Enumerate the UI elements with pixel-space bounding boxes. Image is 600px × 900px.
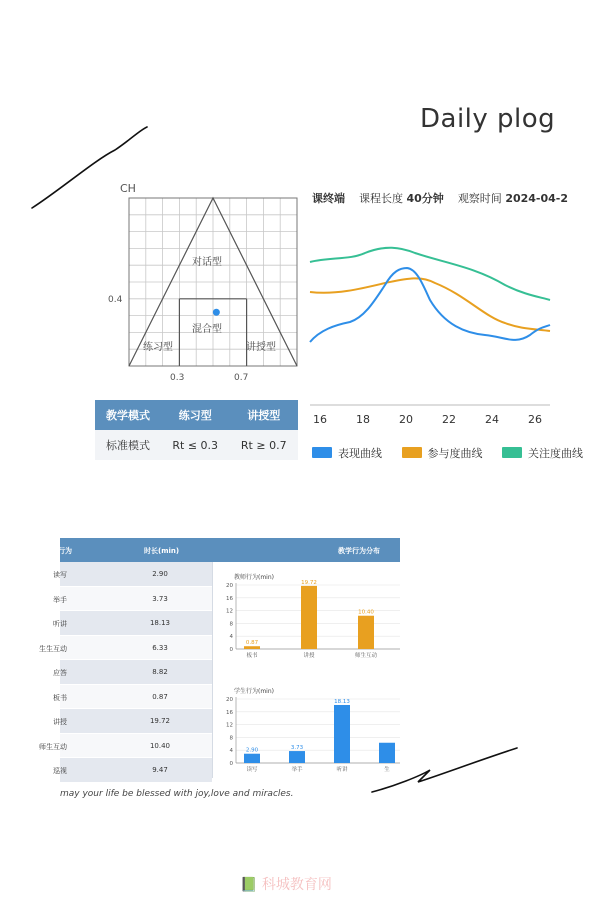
row-behavior-name: 讲授 <box>53 718 67 726</box>
panel-header-behavior: 行为 <box>58 547 72 555</box>
bar <box>301 586 317 649</box>
bar-category-label: 讲授 <box>303 653 315 659</box>
rtch-region-mixed: 混合型 <box>192 324 222 335</box>
table-row <box>53 685 212 710</box>
bar-y-tick: 8 <box>229 621 233 628</box>
rtch-y-tick: 0.4 <box>108 295 123 305</box>
motto-text: may your life be blessed with joy,love and miracles. <box>60 789 294 799</box>
table-row <box>53 587 212 612</box>
table-row <box>53 709 212 734</box>
bar-value-label: 2.90 <box>245 747 259 754</box>
lines-header-time-label: 观察时间 <box>457 192 502 205</box>
row-behavior-name: 板书 <box>53 693 67 702</box>
legend-item-performance <box>312 445 382 461</box>
bar-value-label: 3.73 <box>290 745 304 752</box>
rtch-point <box>213 309 220 316</box>
lines-header-length-label: 课程长度 <box>359 192 403 205</box>
x-tick-label: 22 <box>442 413 456 426</box>
bar-value-label: 19.72 <box>301 579 317 586</box>
bar-category-label: 师生互动 <box>354 653 378 659</box>
lines-header <box>312 190 568 206</box>
x-tick-label: 18 <box>356 413 370 426</box>
bar-category-label: 生 <box>384 767 390 773</box>
row-duration-value: 6.33 <box>152 643 168 652</box>
series-line-attention <box>310 248 550 300</box>
curve-chart-legend <box>312 445 599 461</box>
panel-header-distribution: 教学行为分布 <box>338 547 380 555</box>
x-tick-label: 20 <box>399 413 413 426</box>
bar <box>358 616 374 649</box>
bar-value-label: 0.87 <box>245 640 259 647</box>
lines-header-terminal: 课终端 <box>312 192 345 205</box>
bar <box>244 646 260 649</box>
rtch-table-cell-lecture: Rt ≥ 0.7 <box>229 430 298 460</box>
rtch-table-header-practice: 练习型 <box>161 400 230 430</box>
legend-item-attention <box>502 445 583 461</box>
row-behavior-name: 巡视 <box>53 767 67 775</box>
rtch-region-dialog: 对话型 <box>192 257 222 268</box>
row-duration-value: 10.40 <box>149 741 171 750</box>
bar-y-tick: 0 <box>229 647 233 653</box>
table-row <box>53 758 212 783</box>
row-duration-value: 18.13 <box>149 619 171 627</box>
table-row <box>53 611 212 636</box>
table-row <box>53 562 212 587</box>
bar-y-tick: 12 <box>226 608 233 615</box>
row-behavior-name: 生生互动 <box>39 644 67 653</box>
rtch-ch-label: CH <box>120 182 136 195</box>
rtch-x-tick-1: 0.3 <box>170 373 185 383</box>
x-tick-label: 26 <box>528 413 542 426</box>
curve-chart <box>305 205 550 430</box>
bar-category-label: 听讲 <box>336 767 348 773</box>
bar-y-tick: 4 <box>229 634 233 641</box>
bar-y-tick: 8 <box>229 735 233 742</box>
bar <box>334 705 350 763</box>
row-duration-value: 8.82 <box>152 668 168 676</box>
rtch-mode-table <box>95 400 298 460</box>
rtch-table-cell-practice: Rt ≤ 0.3 <box>161 430 230 460</box>
x-tick-label: 24 <box>485 413 499 426</box>
legend-label-participation: 参与度曲线 <box>427 447 483 460</box>
bar-chart-title: 教师行为(min) <box>234 574 274 581</box>
row-behavior-name: 举手 <box>53 595 67 604</box>
row-behavior-name: 应答 <box>53 669 67 677</box>
table-row <box>39 734 212 759</box>
legend-label-performance: 表现曲线 <box>338 447 382 460</box>
lines-header-length-value: 40分钟 <box>406 192 444 205</box>
behavior-bar-charts <box>212 562 400 778</box>
rtch-region-lecture: 讲授型 <box>246 342 276 353</box>
page-title: Daily plog <box>420 104 556 134</box>
bar-value-label: 10.40 <box>358 609 374 616</box>
bar-y-tick: 16 <box>226 595 233 602</box>
watermark-text: 科城教育网 <box>261 877 332 893</box>
bar-chart-title: 学生行为(min) <box>234 688 274 695</box>
legend-item-participation <box>402 445 483 461</box>
row-duration-value: 9.47 <box>152 766 168 774</box>
rtch-table-cell-mode: 标准模式 <box>95 430 161 460</box>
legend-label-attention: 关注度曲线 <box>528 447 583 460</box>
row-behavior-name: 读写 <box>53 571 67 579</box>
bar <box>244 754 260 763</box>
table-row <box>39 636 212 661</box>
curve-chart-x-ticks <box>313 413 542 426</box>
behavior-panel-header <box>60 538 400 562</box>
bar-category-label: 板书 <box>246 653 258 659</box>
row-duration-value: 19.72 <box>149 717 171 725</box>
rtch-grid <box>129 198 297 366</box>
row-duration-value: 2.90 <box>152 570 168 578</box>
lines-header-time-value: 2024-04-2 <box>505 192 569 205</box>
series-line-performance <box>310 268 550 342</box>
rtch-table-header-mode: 教学模式 <box>95 400 161 430</box>
bar-category-label: 读写 <box>246 767 258 773</box>
rtch-table-header-lecture: 讲授型 <box>229 400 298 430</box>
rtch-diagram <box>100 180 300 383</box>
behavior-table <box>39 562 212 783</box>
rtch-region-practice: 练习型 <box>143 342 173 353</box>
bar <box>379 743 395 763</box>
bar-category-label: 举手 <box>291 767 303 773</box>
behavior-panel <box>39 538 400 778</box>
table-row <box>53 660 212 685</box>
watermark-book-icon: 📗 <box>240 877 258 893</box>
bar-y-tick: 20 <box>226 697 233 703</box>
row-behavior-name: 师生互动 <box>39 742 67 751</box>
bar-y-tick: 12 <box>226 722 233 729</box>
row-duration-value: 0.87 <box>152 692 168 701</box>
rtch-x-tick-2: 0.7 <box>234 373 249 383</box>
bar-y-tick: 20 <box>226 583 233 589</box>
row-duration-value: 3.73 <box>152 594 168 603</box>
bar-y-tick: 0 <box>229 761 233 767</box>
bar-y-tick: 4 <box>229 748 233 755</box>
x-tick-label: 16 <box>313 413 327 426</box>
watermark <box>240 874 332 894</box>
bar-y-tick: 16 <box>226 709 233 716</box>
row-behavior-name: 听讲 <box>53 620 67 628</box>
panel-header-duration: 时长(min) <box>144 547 180 555</box>
bar-value-label: 18.13 <box>334 698 350 705</box>
bar <box>289 751 305 763</box>
